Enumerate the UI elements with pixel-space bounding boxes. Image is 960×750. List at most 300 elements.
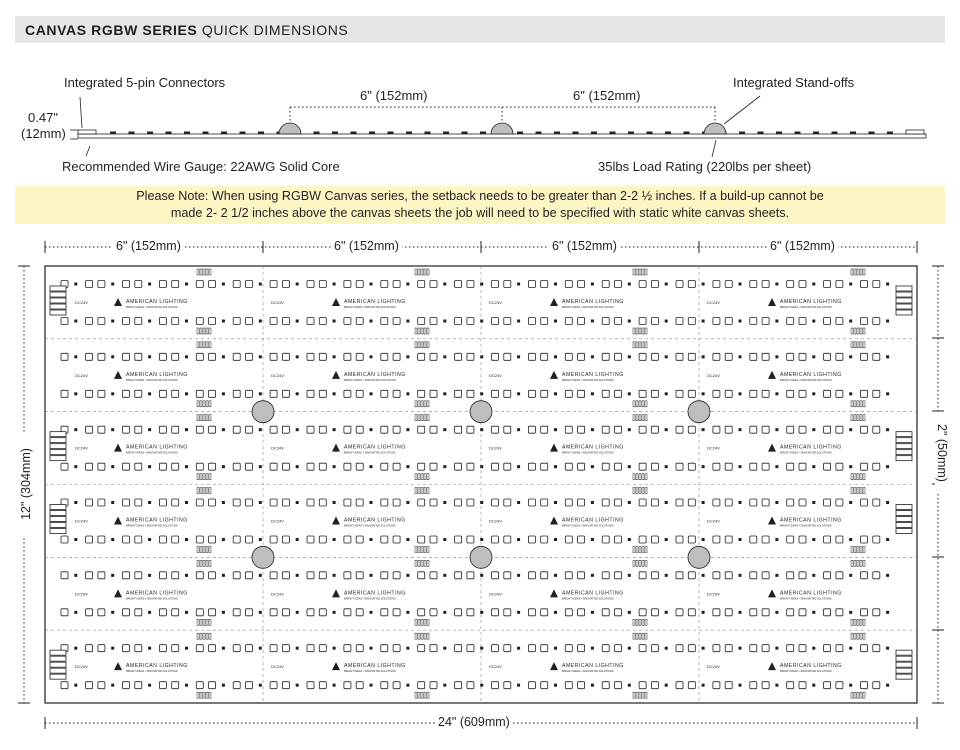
pad <box>851 269 853 275</box>
led-chip <box>725 353 732 360</box>
led-chip <box>319 499 326 506</box>
led-chip <box>676 609 683 616</box>
pad <box>639 560 641 566</box>
led-chip <box>873 463 880 470</box>
led-chip <box>307 536 314 543</box>
led-chip <box>492 645 499 652</box>
resistor-mark <box>812 320 815 323</box>
pad <box>203 328 205 334</box>
left-connector-pin <box>50 529 66 534</box>
resistor-mark <box>296 283 299 286</box>
led-chip <box>307 318 314 325</box>
led-chip <box>750 499 757 506</box>
led-chip <box>196 609 203 616</box>
resistor-mark <box>886 355 889 358</box>
resistor-mark <box>74 501 77 504</box>
led-chip <box>565 426 572 433</box>
resistor-mark <box>849 647 852 650</box>
pad <box>636 547 638 553</box>
led-chip <box>676 645 683 652</box>
resistor-mark <box>775 684 778 687</box>
led-chip <box>873 645 880 652</box>
voltage-text: DC24V <box>75 445 88 451</box>
led-chip <box>787 318 794 325</box>
resistor-mark <box>148 538 151 541</box>
resistor-mark <box>443 283 446 286</box>
pad <box>200 547 202 553</box>
led-chip <box>209 645 216 652</box>
led-chip <box>430 390 437 397</box>
resistor-mark <box>296 684 299 687</box>
led-chip <box>270 281 277 288</box>
left-connector-pin <box>50 286 66 291</box>
pad <box>854 560 856 566</box>
led-chip <box>676 682 683 689</box>
led-chip <box>344 463 351 470</box>
led-chip <box>344 318 351 325</box>
led-chip <box>246 390 253 397</box>
pad <box>863 619 865 625</box>
resistor-mark <box>148 428 151 431</box>
led-chip <box>676 353 683 360</box>
led-chip <box>270 536 277 543</box>
resistor-mark <box>333 465 336 468</box>
brand-text: AMERICAN LIGHTING <box>780 444 842 451</box>
led-chip <box>824 682 831 689</box>
led-chip <box>676 281 683 288</box>
spacing-label-2: 6" (152mm) <box>573 88 641 103</box>
led-chip <box>319 281 326 288</box>
led-chip <box>233 353 240 360</box>
led-chip <box>750 572 757 579</box>
led-chip <box>615 572 622 579</box>
resistor-mark <box>480 465 483 468</box>
resistor-mark <box>628 538 631 541</box>
resistor-mark <box>812 428 815 431</box>
resistor-mark <box>480 355 483 358</box>
voltage-text: DC24V <box>489 591 502 597</box>
led-chip <box>688 682 695 689</box>
led-chip <box>824 463 831 470</box>
resistor-mark <box>517 611 520 614</box>
led-chip <box>233 645 240 652</box>
led-chip <box>873 426 880 433</box>
pad <box>863 633 865 639</box>
led-chip <box>713 609 720 616</box>
pad <box>200 560 202 566</box>
led-chip <box>123 609 130 616</box>
resistor-mark <box>702 611 705 614</box>
resistor-mark <box>812 574 815 577</box>
pad <box>851 328 853 334</box>
pad <box>854 328 856 334</box>
led-chip <box>393 463 400 470</box>
pad <box>854 692 856 698</box>
led-chip <box>578 281 585 288</box>
led-chip <box>615 536 622 543</box>
voltage-text: DC24V <box>489 372 502 378</box>
led-chip <box>824 318 831 325</box>
resistor-mark <box>259 538 262 541</box>
resistor-mark <box>775 392 778 395</box>
resistor-mark <box>517 283 520 286</box>
resistor-mark <box>702 647 705 650</box>
pad <box>200 619 202 625</box>
led-chip <box>98 390 105 397</box>
led-chip <box>430 353 437 360</box>
pad <box>642 633 644 639</box>
led-chip <box>528 390 535 397</box>
pad <box>851 342 853 348</box>
led-chip <box>651 318 658 325</box>
right-connector-pin <box>896 432 912 437</box>
led-chip <box>467 463 474 470</box>
led-chip <box>393 572 400 579</box>
led-chip <box>787 499 794 506</box>
led-chip <box>172 609 179 616</box>
resistor-mark <box>333 355 336 358</box>
led-chip <box>541 499 548 506</box>
led-chip <box>762 609 769 616</box>
pad <box>415 415 417 421</box>
led-chip <box>688 609 695 616</box>
resistor-mark <box>812 538 815 541</box>
led-chip <box>787 572 794 579</box>
led-chip <box>467 281 474 288</box>
led-chip <box>615 499 622 506</box>
led-chip <box>467 682 474 689</box>
led-chip <box>541 426 548 433</box>
led-chip <box>615 426 622 433</box>
resistor-mark <box>259 428 262 431</box>
led-chip <box>676 318 683 325</box>
pad <box>636 488 638 494</box>
pad <box>427 633 429 639</box>
resistor-mark <box>628 647 631 650</box>
pad <box>421 401 423 407</box>
resistor-mark <box>370 647 373 650</box>
resistor-mark <box>591 647 594 650</box>
brand-subtext: BRIGHT IDEAS • INNOVATIVE SOLUTIONS <box>344 306 396 309</box>
pad <box>857 488 859 494</box>
pad <box>424 401 426 407</box>
resistor-mark <box>185 611 188 614</box>
resistor-mark <box>443 647 446 650</box>
pad <box>427 547 429 553</box>
led-chip <box>713 682 720 689</box>
led-chip <box>172 682 179 689</box>
led-chip <box>393 645 400 652</box>
led-chip <box>123 572 130 579</box>
led-chip <box>492 499 499 506</box>
led-chip <box>123 318 130 325</box>
voltage-text: DC24V <box>489 300 502 305</box>
resistor-mark <box>222 355 225 358</box>
resistor-mark <box>739 501 742 504</box>
resistor-mark <box>333 611 336 614</box>
led-chip <box>209 536 216 543</box>
led-chip <box>504 426 511 433</box>
pad <box>636 328 638 334</box>
led-chip <box>307 390 314 397</box>
led-chip <box>615 645 622 652</box>
led-chip <box>602 426 609 433</box>
led-chip <box>762 572 769 579</box>
led-chip <box>455 353 462 360</box>
led-chip <box>455 281 462 288</box>
led-chip <box>713 281 720 288</box>
resistor-mark <box>554 684 557 687</box>
led-chip <box>98 609 105 616</box>
pad <box>863 474 865 480</box>
led-chip <box>725 609 732 616</box>
pad <box>197 633 199 639</box>
resistor-mark <box>775 283 778 286</box>
pad <box>200 342 202 348</box>
pad <box>857 415 859 421</box>
resistor-mark <box>665 538 668 541</box>
resistor-mark <box>480 574 483 577</box>
led-chip <box>319 609 326 616</box>
resistor-mark <box>886 501 889 504</box>
led-chip <box>565 499 572 506</box>
pad <box>636 560 638 566</box>
resistor-mark <box>443 428 446 431</box>
resistor-mark <box>74 355 77 358</box>
led-chip <box>799 536 806 543</box>
pad <box>642 560 644 566</box>
led-chip <box>344 426 351 433</box>
led-chip <box>504 281 511 288</box>
led-chip <box>430 281 437 288</box>
pad <box>418 619 420 625</box>
led-chip <box>381 281 388 288</box>
led-chip <box>492 572 499 579</box>
pad <box>633 633 635 639</box>
brand-text: AMERICAN LIGHTING <box>126 444 188 451</box>
pad <box>642 619 644 625</box>
led-chip <box>319 572 326 579</box>
pad <box>427 342 429 348</box>
pad <box>203 547 205 553</box>
pad <box>633 619 635 625</box>
resistor-mark <box>296 647 299 650</box>
led-chip <box>578 426 585 433</box>
standoff-circle <box>252 546 274 568</box>
pad <box>209 328 211 334</box>
led-chip <box>750 609 757 616</box>
led-chip <box>196 645 203 652</box>
resistor-mark <box>111 538 114 541</box>
led-chip <box>135 609 142 616</box>
resistor-mark <box>591 538 594 541</box>
led-chip <box>578 390 585 397</box>
resistor-mark <box>628 428 631 431</box>
led-chip <box>172 645 179 652</box>
pad <box>209 342 211 348</box>
pad <box>860 488 862 494</box>
resistor-mark <box>480 320 483 323</box>
pad <box>636 633 638 639</box>
led-chip <box>676 463 683 470</box>
led-chip <box>750 463 757 470</box>
resistor-mark <box>591 428 594 431</box>
pad <box>854 269 856 275</box>
pad <box>645 488 647 494</box>
resistor-mark <box>665 501 668 504</box>
resistor-mark <box>739 320 742 323</box>
left-connector-pin <box>50 523 66 528</box>
column-width-label-2: 6" (152mm) <box>331 239 402 253</box>
left-connector-pin <box>50 444 66 449</box>
resistor-mark <box>148 283 151 286</box>
led-chip <box>615 281 622 288</box>
thickness-mm-label: (12mm) <box>21 126 66 141</box>
pad <box>863 692 865 698</box>
led-chip <box>307 682 314 689</box>
led-chip <box>565 609 572 616</box>
led-chip <box>688 390 695 397</box>
resistor-mark <box>406 465 409 468</box>
led-chip <box>873 572 880 579</box>
led-chip <box>799 499 806 506</box>
voltage-text: DC24V <box>489 445 502 451</box>
led-chip <box>787 609 794 616</box>
brand-subtext: BRIGHT IDEAS • INNOVATIVE SOLUTIONS <box>344 378 396 382</box>
led-chip <box>565 645 572 652</box>
resistor-mark <box>333 320 336 323</box>
led-chip <box>602 318 609 325</box>
resistor-mark <box>739 283 742 286</box>
pad <box>851 401 853 407</box>
led-chip <box>86 353 93 360</box>
resistor-mark <box>775 574 778 577</box>
resistor-mark <box>628 392 631 395</box>
led-chip <box>651 682 658 689</box>
led-chip <box>528 353 535 360</box>
led-chip <box>455 499 462 506</box>
led-chip <box>787 426 794 433</box>
resistor-mark <box>185 465 188 468</box>
voltage-text: DC24V <box>707 372 720 378</box>
resistor-mark <box>370 392 373 395</box>
standoff-circle <box>688 546 710 568</box>
resistor-mark <box>222 428 225 431</box>
pad <box>427 328 429 334</box>
pad <box>645 269 647 275</box>
led-chip <box>615 609 622 616</box>
pad <box>642 474 644 480</box>
pad <box>857 547 859 553</box>
led-chip <box>233 281 240 288</box>
led-chip <box>836 682 843 689</box>
pad <box>636 474 638 480</box>
led-chip <box>86 682 93 689</box>
pad <box>645 619 647 625</box>
resistor-mark <box>74 283 77 286</box>
led-chip <box>836 645 843 652</box>
resistor-mark <box>628 574 631 577</box>
led-chip <box>713 499 720 506</box>
led-chip <box>651 536 658 543</box>
led-chip <box>602 353 609 360</box>
led-chip <box>750 426 757 433</box>
resistor-mark <box>333 647 336 650</box>
resistor-mark <box>665 465 668 468</box>
led-chip <box>86 318 93 325</box>
led-chip <box>430 426 437 433</box>
led-chip <box>750 281 757 288</box>
pad <box>418 328 420 334</box>
right-connector-pin <box>896 505 912 510</box>
led-chip <box>307 645 314 652</box>
resistor-mark <box>111 647 114 650</box>
led-chip <box>639 318 646 325</box>
resistor-mark <box>259 574 262 577</box>
led-chip <box>123 390 130 397</box>
led-chip <box>455 572 462 579</box>
led-chip <box>873 318 880 325</box>
led-chip <box>713 390 720 397</box>
led-chip <box>541 682 548 689</box>
pad <box>203 401 205 407</box>
led-chip <box>455 536 462 543</box>
right-connector-pin <box>896 529 912 534</box>
led-chip <box>282 318 289 325</box>
pad <box>427 488 429 494</box>
led-chip <box>873 682 880 689</box>
led-chip <box>246 318 253 325</box>
resistor-mark <box>185 320 188 323</box>
led-chip <box>762 463 769 470</box>
resistor-mark <box>591 320 594 323</box>
led-chip <box>528 426 535 433</box>
led-chip <box>725 682 732 689</box>
led-chip <box>541 281 548 288</box>
resistor-mark <box>702 684 705 687</box>
led-chip <box>467 645 474 652</box>
led-chip <box>209 572 216 579</box>
led-chip <box>750 682 757 689</box>
pad <box>197 328 199 334</box>
pad <box>424 633 426 639</box>
led-chip <box>861 536 868 543</box>
led-chip <box>873 609 880 616</box>
led-chip <box>319 682 326 689</box>
pad <box>642 488 644 494</box>
resistor-mark <box>333 392 336 395</box>
resistor-mark <box>370 611 373 614</box>
led-chip <box>307 353 314 360</box>
right-connector-pin <box>896 511 912 516</box>
led-chip <box>270 318 277 325</box>
resistor-mark <box>259 684 262 687</box>
pad <box>639 692 641 698</box>
led-chip <box>492 353 499 360</box>
brand-text: AMERICAN LIGHTING <box>126 371 188 378</box>
led-chip <box>565 536 572 543</box>
led-chip <box>861 609 868 616</box>
led-chip <box>270 609 277 616</box>
brand-text: AMERICAN LIGHTING <box>780 517 842 524</box>
led-chip <box>86 426 93 433</box>
led-chip <box>123 499 130 506</box>
pad <box>421 415 423 421</box>
led-chip <box>282 682 289 689</box>
led-chip <box>98 463 105 470</box>
pad <box>415 547 417 553</box>
pad <box>857 633 859 639</box>
